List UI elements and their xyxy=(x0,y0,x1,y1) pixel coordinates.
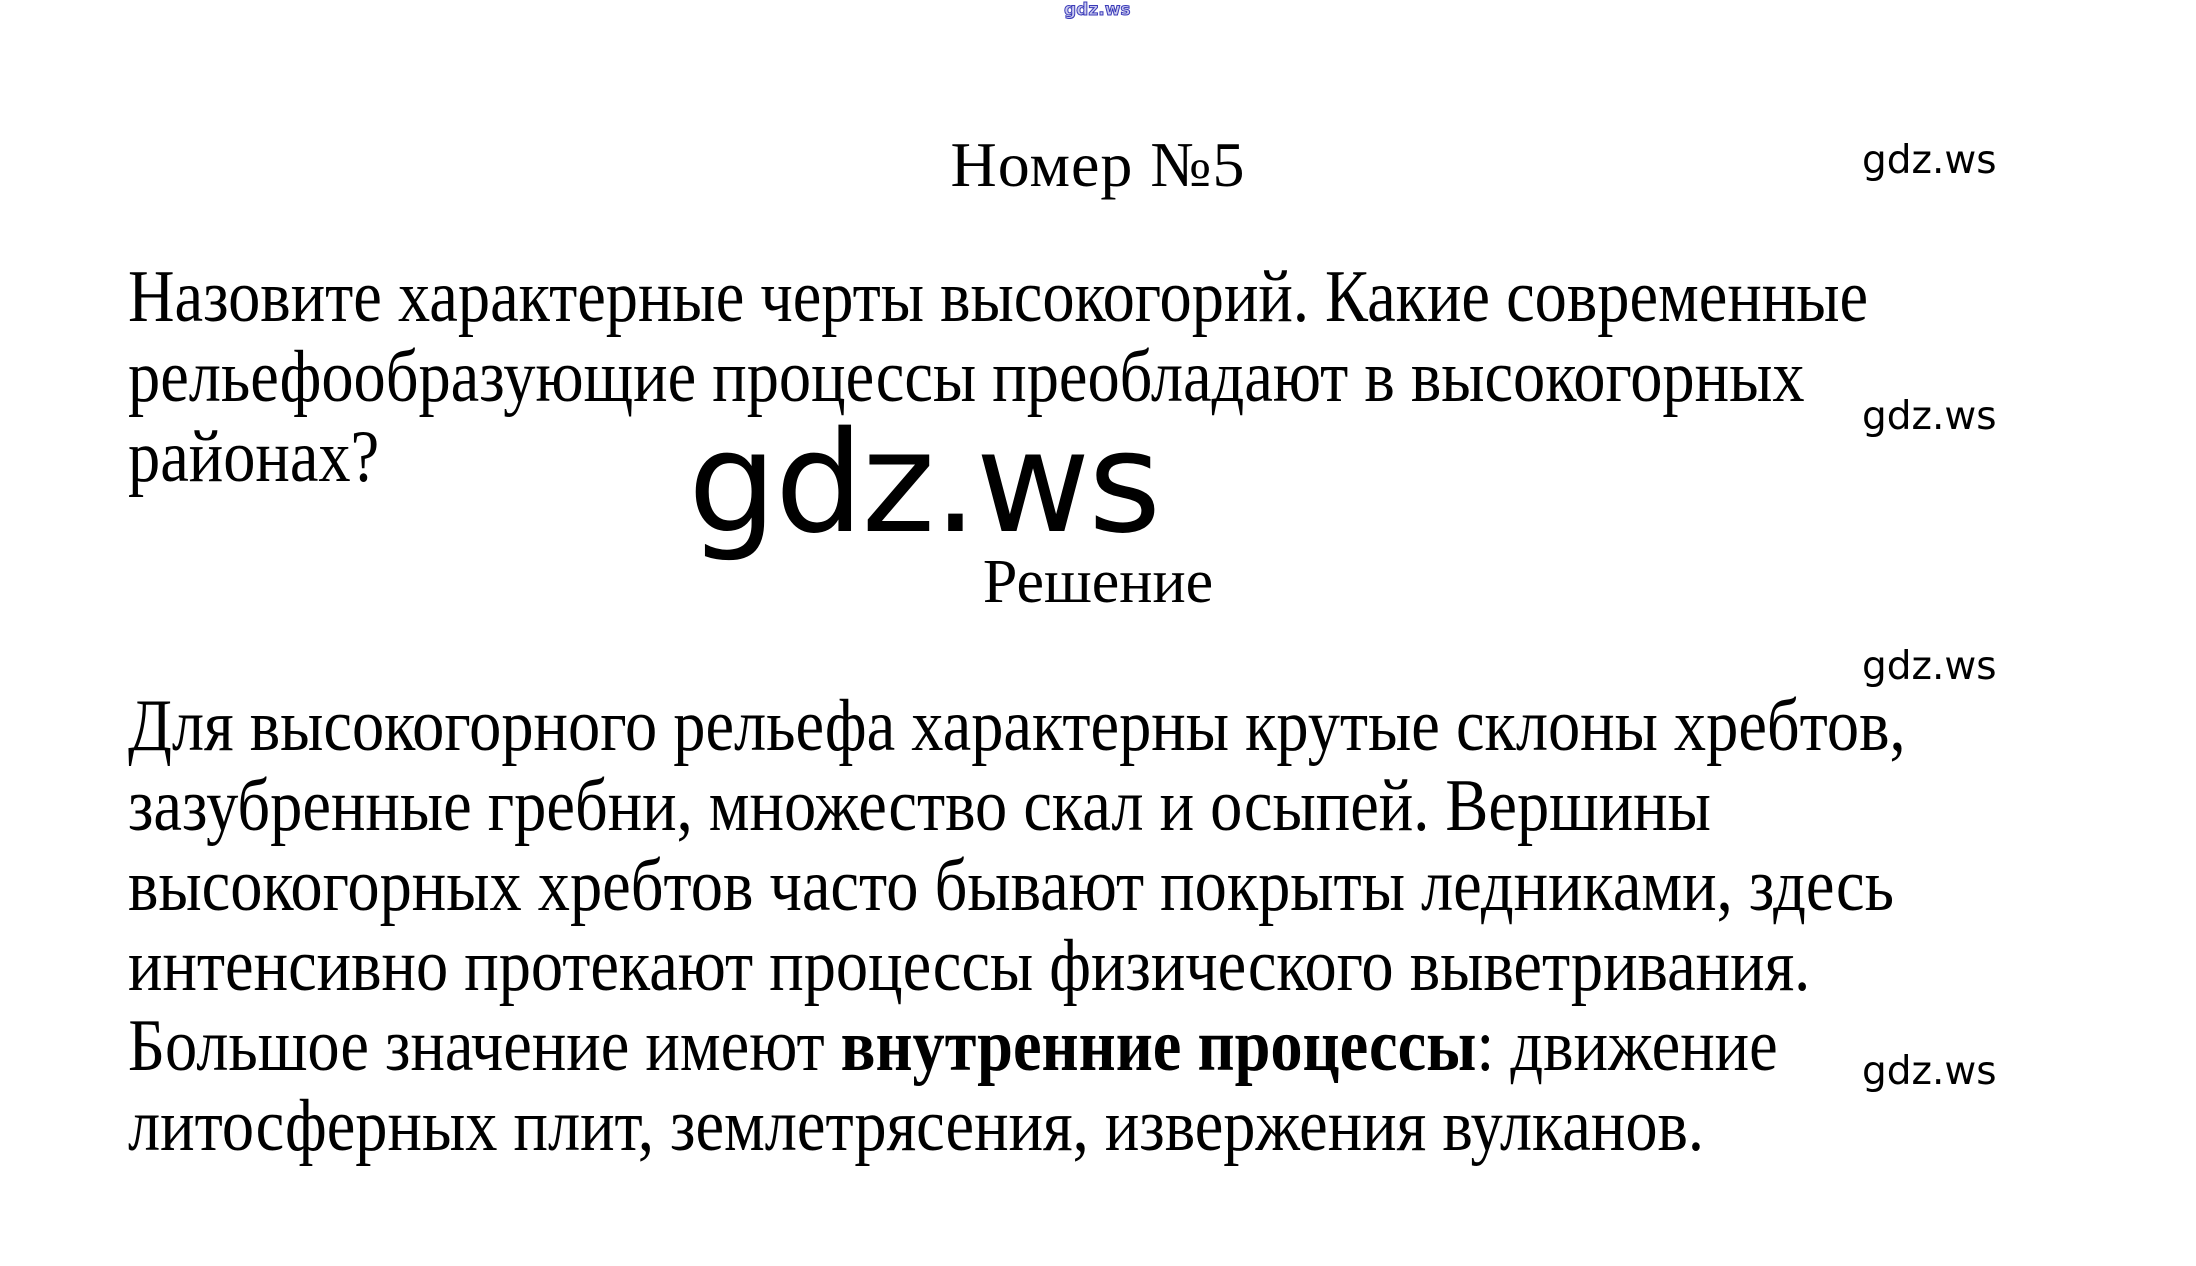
answer-line-1: Для высокогорного рельефа характерны крутые склоны хребтов, xyxy=(128,685,1906,767)
watermark-gdzws-center: gdz.ws xyxy=(688,402,1160,565)
watermark-gdzws-right-3: gdz.ws xyxy=(1862,644,1997,689)
answer-line-3: высокогорных хребтов часто бывают покрыты ледниками, здесь xyxy=(128,845,1894,927)
question-line-3: районах? xyxy=(128,416,380,498)
answer-line-2: зазубренные гребни, множество скал и осыпей. Вершины xyxy=(128,765,1711,847)
answer-line-6: литосферных плит, землетрясения, извержения вулканов. xyxy=(128,1085,1705,1167)
page-title: Номер №5 xyxy=(950,129,1246,200)
answer-line-4: интенсивно протекают процессы физического выветривания. xyxy=(128,925,1811,1007)
watermark-gdzws-right-1: gdz.ws xyxy=(1862,138,1997,183)
watermark-gdzws-top-blue: gdz.ws xyxy=(1064,0,1131,20)
question-line-2: рельефообразующие процессы преобладают в высокогорных xyxy=(128,336,1805,418)
answer-line-5 xyxy=(128,1006,1906,1086)
watermark-gdzws-right-4: gdz.ws xyxy=(1862,1049,1997,1094)
solution-heading: Решение xyxy=(982,548,1214,616)
watermark-gdzws-right-2: gdz.ws xyxy=(1862,394,1997,439)
answer-text xyxy=(128,686,1906,1166)
question-line-1: Назовите характерные черты высокогорий. Какие современные xyxy=(128,256,1869,338)
answer-line-5-bold-term: внутренние процессы xyxy=(840,1005,1477,1087)
answer-line-5-suffix: : движение xyxy=(1476,1005,1778,1087)
answer-line-5-prefix: Большое значение имеют xyxy=(128,1005,841,1087)
